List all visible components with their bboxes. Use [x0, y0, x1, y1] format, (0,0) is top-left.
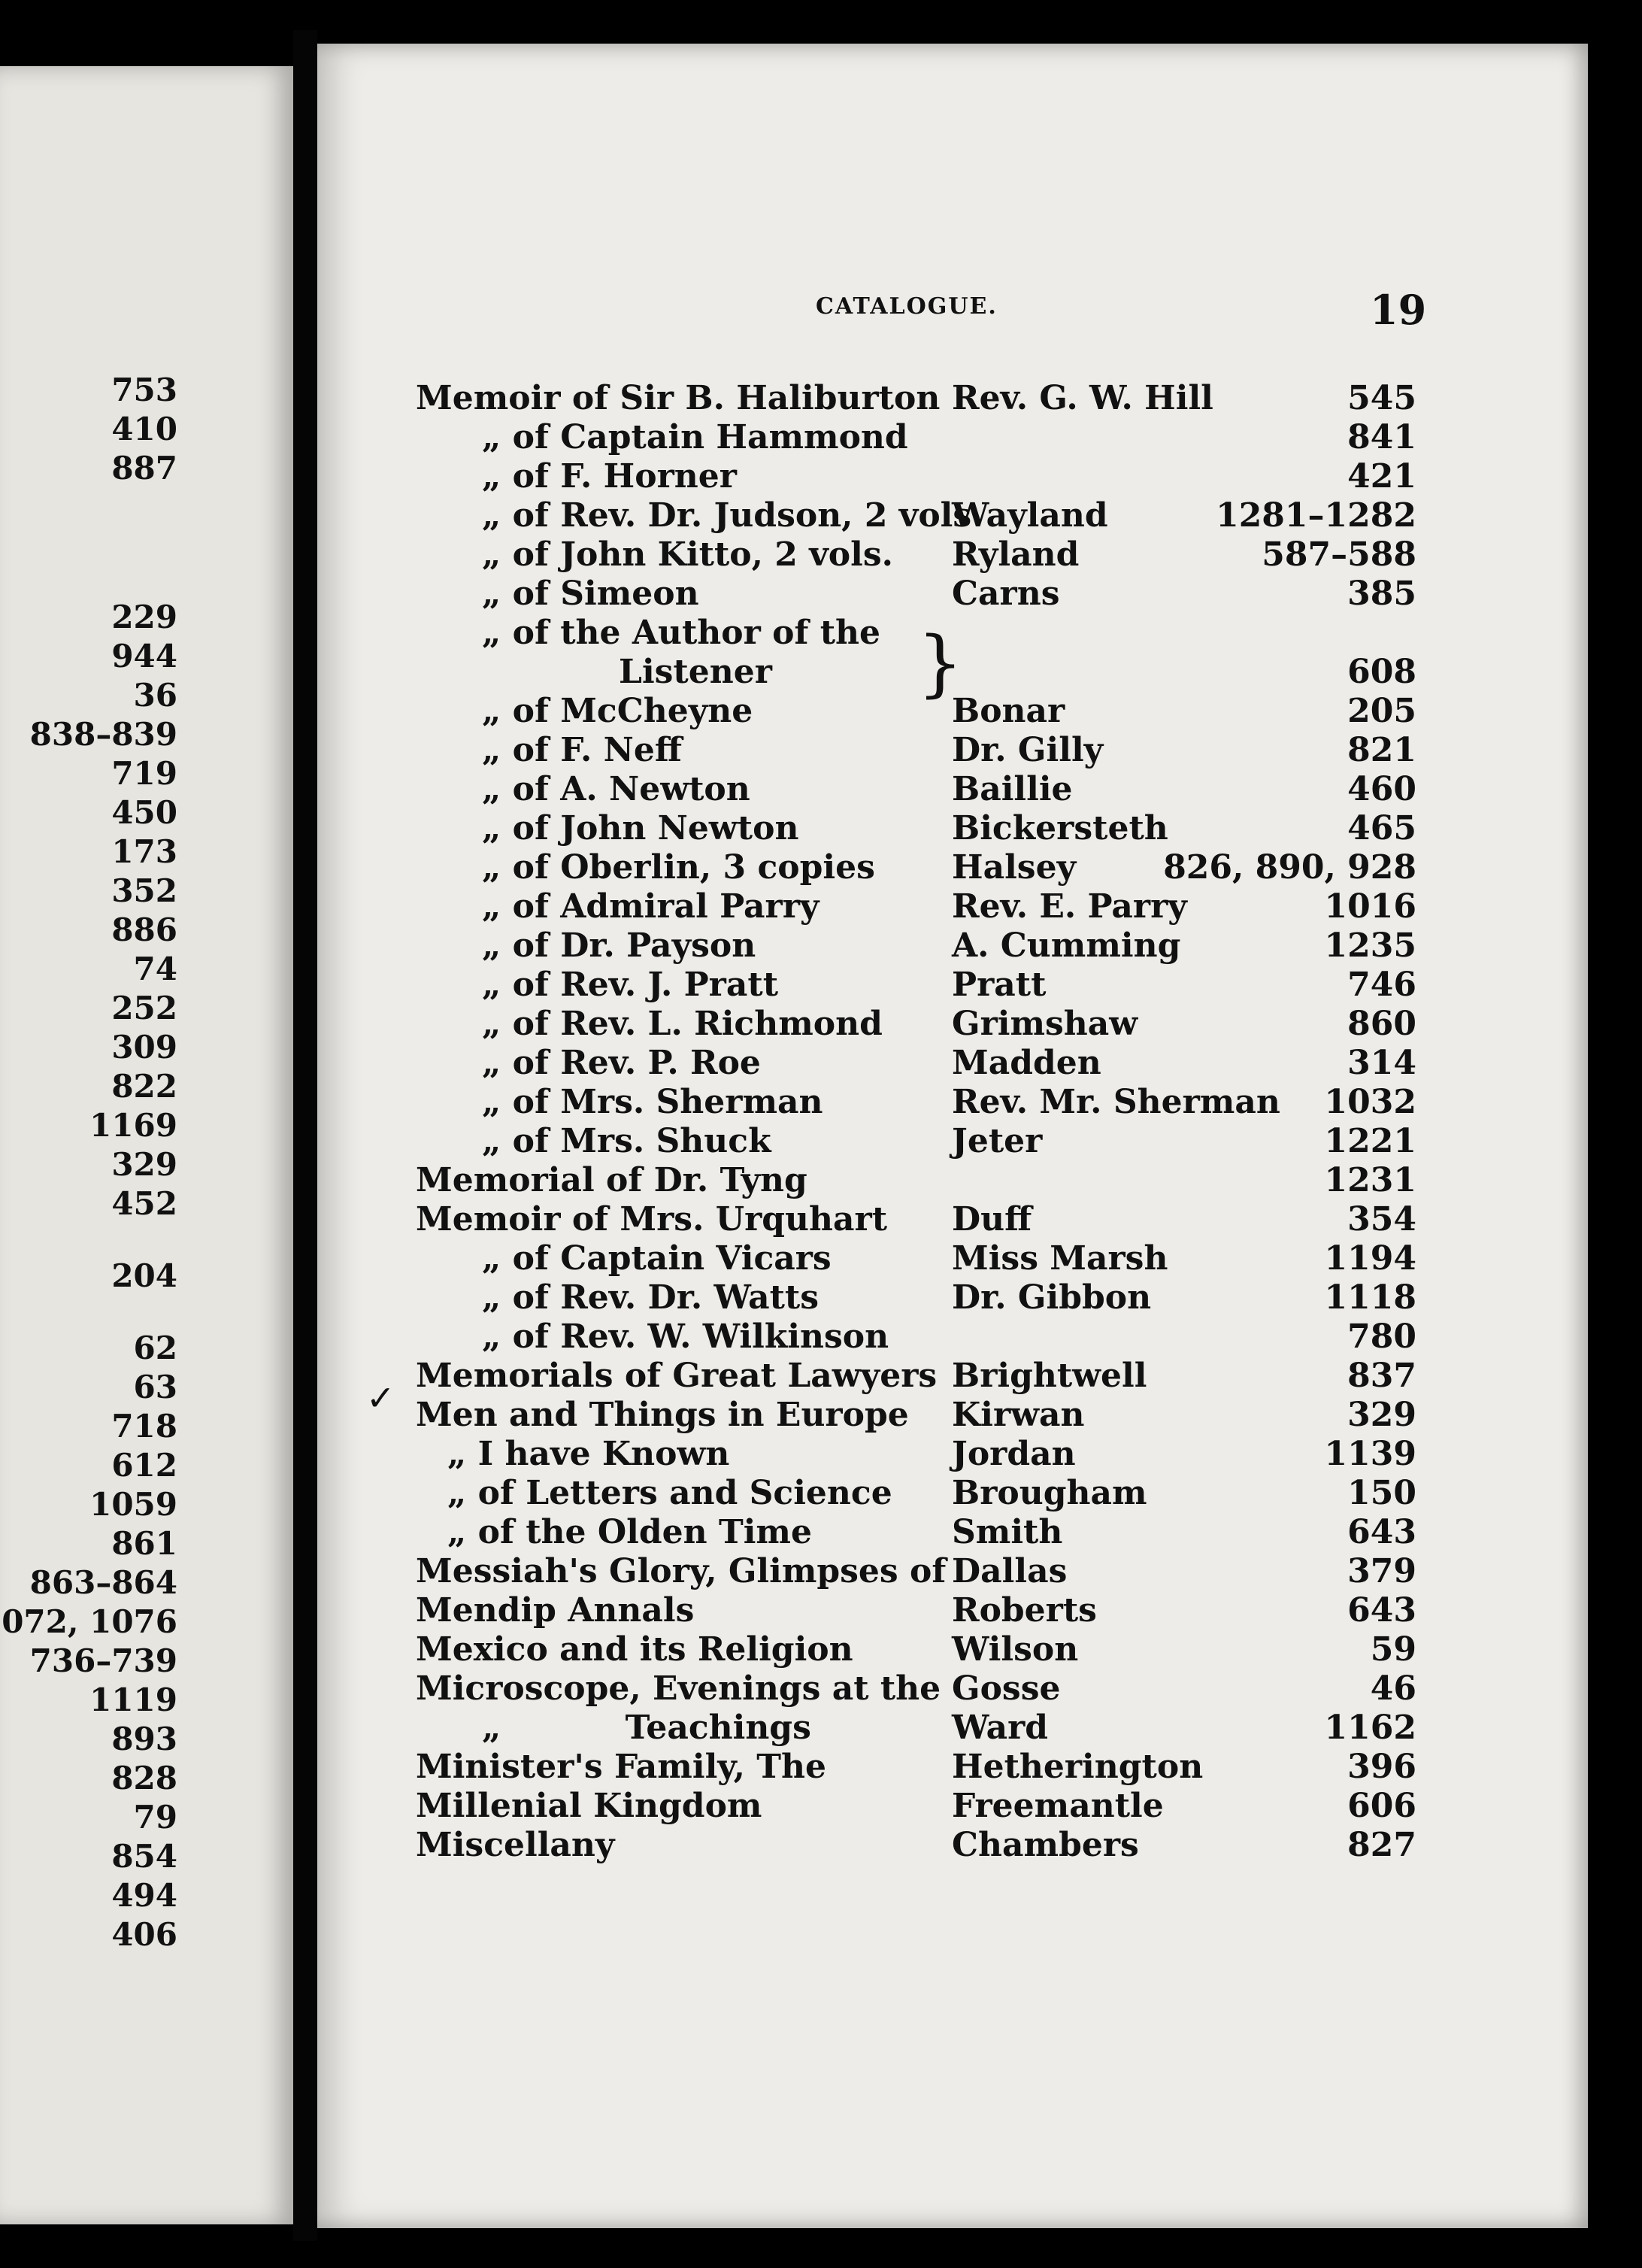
left-page-number: 612 — [111, 1447, 177, 1484]
entry-title: Miscellany — [416, 1826, 615, 1864]
entry-author: Rev. E. Parry — [952, 887, 1187, 926]
left-page-number: 406 — [111, 1916, 177, 1953]
left-page-number: 494 — [111, 1877, 177, 1914]
entry-title: Memorial of Dr. Tyng — [416, 1161, 807, 1199]
entry-number: 827 — [1347, 1826, 1416, 1864]
entry-number: 860 — [1347, 1005, 1416, 1043]
entry-title: „ of Captain Vicars — [482, 1239, 832, 1278]
entry-title: „ I have Known — [447, 1435, 730, 1473]
left-page-number: 861 — [111, 1525, 177, 1562]
entry-title: Listener — [619, 653, 772, 691]
entry-title: „ of Rev. L. Richmond — [482, 1005, 883, 1043]
left-page-number: 753 — [111, 371, 177, 408]
entry-title: Memoir of Mrs. Urquhart — [416, 1200, 888, 1239]
entry-title: Minister's Family, The — [416, 1748, 827, 1786]
entry-number: 1194 — [1324, 1239, 1416, 1278]
entry-number: 643 — [1347, 1513, 1416, 1551]
page-number: 19 — [1370, 286, 1427, 334]
entry-author: Dr. Gilly — [952, 731, 1104, 769]
entry-number: 837 — [1347, 1357, 1416, 1395]
entry-number: 354 — [1347, 1200, 1416, 1239]
entry-author: Grimshaw — [952, 1005, 1138, 1043]
entry-title: „ of Dr. Payson — [482, 926, 756, 965]
entry-author: Roberts — [952, 1591, 1097, 1630]
entry-title: „ Teachings — [482, 1709, 811, 1747]
entry-number: 1162 — [1324, 1709, 1416, 1747]
entry-number: 329 — [1347, 1396, 1416, 1434]
entry-title: „ of Rev. J. Pratt — [482, 966, 779, 1004]
left-page-number: 718 — [111, 1408, 177, 1445]
entry-author: Dallas — [952, 1552, 1068, 1590]
entry-author: Kirwan — [952, 1396, 1085, 1434]
entry-title: „ of Letters and Science — [447, 1474, 892, 1512]
entry-author: Baillie — [952, 770, 1073, 808]
entry-author: A. Cumming — [952, 926, 1181, 965]
entry-author: Wayland — [952, 496, 1108, 535]
left-page-number: 828 — [111, 1760, 177, 1797]
entry-number: 608 — [1347, 653, 1416, 691]
left-page-number: 822 — [111, 1068, 177, 1105]
left-page-number: 252 — [111, 990, 177, 1026]
entry-author: Rev. G. W. Hill — [952, 379, 1213, 417]
left-page-number: 309 — [111, 1029, 177, 1066]
left-page-number: 173 — [111, 833, 177, 870]
left-page-number: 452 — [111, 1185, 177, 1222]
entry-author: Wilson — [952, 1630, 1079, 1669]
entry-number: 421 — [1347, 457, 1416, 496]
entry-title: „ of the Olden Time — [447, 1513, 812, 1551]
entry-title: „ of Captain Hammond — [482, 418, 908, 456]
entry-author: Chambers — [952, 1826, 1139, 1864]
left-page-number: 352 — [111, 872, 177, 909]
entry-number: 643 — [1347, 1591, 1416, 1630]
entry-number: 1281–1282 — [1216, 496, 1416, 535]
left-page-number: 887 — [111, 450, 177, 487]
entry-author: Duff — [952, 1200, 1032, 1239]
entry-author: Miss Marsh — [952, 1239, 1168, 1278]
entry-author: Halsey — [952, 848, 1077, 887]
entry-number: 59 — [1370, 1630, 1416, 1669]
entry-number: 1231 — [1324, 1161, 1416, 1199]
entry-number: 746 — [1347, 966, 1416, 1004]
entry-title: „ of Admiral Parry — [482, 887, 819, 926]
entry-title: Mexico and its Religion — [416, 1630, 853, 1669]
entry-author: Freemantle — [952, 1787, 1164, 1825]
entry-title: „ of F. Neff — [482, 731, 682, 769]
left-page-number: 886 — [111, 911, 177, 948]
entry-title: „ of Rev. P. Roe — [482, 1044, 761, 1082]
entry-number: 396 — [1347, 1748, 1416, 1786]
entry-title: „ of F. Horner — [482, 457, 737, 496]
entry-number: 385 — [1347, 575, 1416, 613]
left-page-number: 1169 — [89, 1107, 177, 1144]
left-page-number: 36 — [133, 677, 177, 714]
entry-number: 1118 — [1324, 1278, 1416, 1317]
entry-title: Memoir of Sir B. Haliburton — [416, 379, 941, 417]
entry-number: 826, 890, 928 — [1163, 848, 1416, 887]
entry-author: Brightwell — [952, 1357, 1147, 1395]
entry-number: 587–588 — [1262, 535, 1416, 574]
left-page-number: 719 — [111, 755, 177, 792]
entry-title: „ of John Kitto, 2 vols. — [482, 535, 893, 574]
entry-author: Jeter — [952, 1122, 1043, 1160]
entry-title: „ of the Author of the — [482, 614, 881, 652]
left-page-number: 62 — [133, 1330, 177, 1366]
entry-title: „ of Oberlin, 3 copies — [482, 848, 875, 887]
entry-title: Microscope, Evenings at the — [416, 1669, 941, 1708]
entry-title: „ of Rev. Dr. Judson, 2 vols — [482, 496, 972, 535]
entry-author: Jordan — [952, 1435, 1076, 1473]
entry-author: Ryland — [952, 535, 1080, 574]
entry-author: Pratt — [952, 966, 1047, 1004]
entry-number: 545 — [1347, 379, 1416, 417]
entry-author: Rev. Mr. Sherman — [952, 1083, 1280, 1121]
left-page-number: 79 — [133, 1799, 177, 1836]
left-page-number: 63 — [133, 1369, 177, 1405]
entry-number: 821 — [1347, 731, 1416, 769]
curly-brace: } — [917, 621, 964, 705]
entry-title: „ of A. Newton — [482, 770, 750, 808]
entry-title: Men and Things in Europe — [416, 1396, 909, 1434]
entry-number: 1032 — [1324, 1083, 1416, 1121]
entry-number: 1235 — [1324, 926, 1416, 965]
entry-author: Dr. Gibbon — [952, 1278, 1152, 1317]
left-page-number: 229 — [111, 599, 177, 635]
entry-number: 460 — [1347, 770, 1416, 808]
page-gutter — [293, 30, 317, 2241]
entry-title: Memorials of Great Lawyers — [416, 1357, 938, 1395]
left-page-number: 854 — [111, 1838, 177, 1875]
entry-title: „ of Mrs. Sherman — [482, 1083, 823, 1121]
check-mark-icon: ✓ — [366, 1378, 395, 1418]
left-page-number: 893 — [111, 1721, 177, 1757]
left-page-number: 1059 — [89, 1486, 177, 1523]
entry-number: 314 — [1347, 1044, 1416, 1082]
entry-title: „ of Rev. Dr. Watts — [482, 1278, 819, 1317]
left-page-number: 944 — [111, 638, 177, 675]
entry-title: Millenial Kingdom — [416, 1787, 762, 1825]
left-page-number: 838–839 — [29, 716, 177, 753]
entry-title: „ of McCheyne — [482, 692, 753, 730]
left-page-number: 204 — [111, 1257, 177, 1294]
entry-author: Madden — [952, 1044, 1101, 1082]
entry-number: 606 — [1347, 1787, 1416, 1825]
left-page-number: 410 — [111, 411, 177, 447]
page-header: CATALOGUE. — [816, 293, 998, 320]
left-page-number: 1119 — [89, 1681, 177, 1718]
entry-number: 780 — [1347, 1317, 1416, 1356]
entry-author: Brougham — [952, 1474, 1147, 1512]
left-page-number: 450 — [111, 794, 177, 831]
entry-title: Messiah's Glory, Glimpses of — [416, 1552, 947, 1590]
left-page-number: 329 — [111, 1146, 177, 1183]
entry-author: Bonar — [952, 692, 1065, 730]
entry-title: „ of John Newton — [482, 809, 799, 847]
entry-title: „ of Mrs. Shuck — [482, 1122, 771, 1160]
entry-author: Bickersteth — [952, 809, 1168, 847]
entry-number: 1221 — [1324, 1122, 1416, 1160]
entry-author: Carns — [952, 575, 1060, 613]
left-page-number: 74 — [133, 951, 177, 987]
entry-number: 205 — [1347, 692, 1416, 730]
entry-author: Gosse — [952, 1669, 1061, 1708]
entry-number: 46 — [1370, 1669, 1416, 1708]
entry-number: 1139 — [1324, 1435, 1416, 1473]
entry-title: Mendip Annals — [416, 1591, 695, 1630]
entry-number: 465 — [1347, 809, 1416, 847]
entry-number: 150 — [1347, 1474, 1416, 1512]
left-page-number: 072, 1076 — [2, 1603, 177, 1640]
entry-title: „ of Simeon — [482, 575, 699, 613]
entry-number: 841 — [1347, 418, 1416, 456]
left-page-number: 736–739 — [29, 1642, 177, 1679]
entry-number: 1016 — [1324, 887, 1416, 926]
entry-author: Smith — [952, 1513, 1063, 1551]
entry-author: Hetherington — [952, 1748, 1204, 1786]
left-page-number: 863–864 — [29, 1564, 177, 1601]
entry-number: 379 — [1347, 1552, 1416, 1590]
entry-author: Ward — [952, 1709, 1049, 1747]
entry-title: „ of Rev. W. Wilkinson — [482, 1317, 889, 1356]
